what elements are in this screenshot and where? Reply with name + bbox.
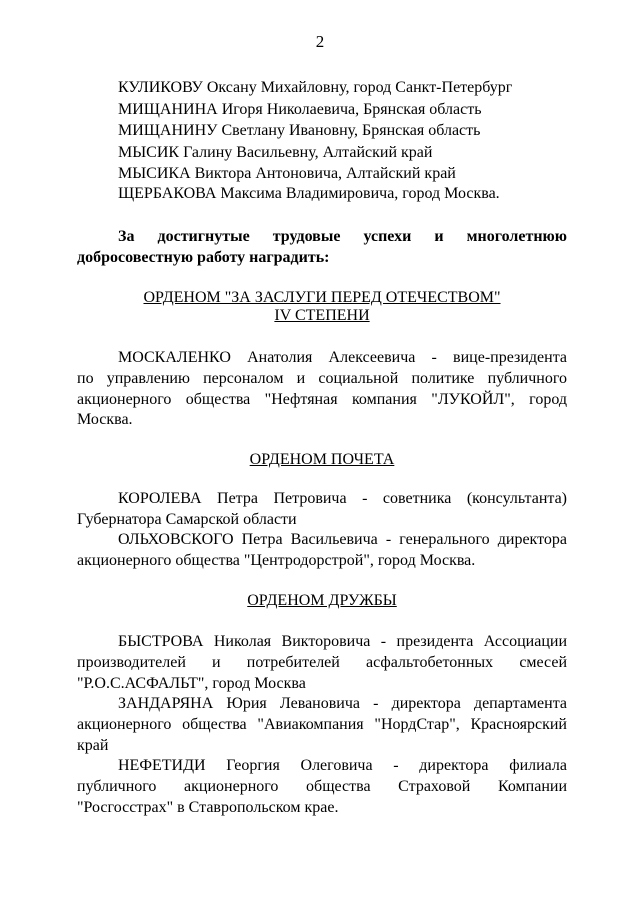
award-entry-line: производителей и потребителей асфальтобетонных смесей	[77, 654, 567, 671]
award-entry-line: БЫСТРОВА Николая Викторовича - президента Ассоциации	[118, 633, 567, 650]
award-entry-line: ЗАНДАРЯНА Юрия Левановича - директора департамента	[118, 695, 567, 712]
award-entry-line: Губернатора Самарской области	[77, 511, 297, 528]
award-intro-line: добросовестную работу наградить:	[77, 249, 330, 266]
award-entry-line: МОСКАЛЕНКО Анатолия Алексеевича - вице-президента	[118, 349, 567, 366]
award-entry-line: акционерного общества "Авиакомпания "НордСтар", Красноярский	[77, 716, 567, 733]
list-item: МЫСИК Галину Васильевну, Алтайский край	[118, 144, 433, 161]
award-entry-line: публичного акционерного общества Страховой Компании	[77, 778, 567, 795]
award-entry-line: край	[77, 737, 109, 754]
award-entry-line: по управлению персоналом и социальной политике публичного	[77, 370, 567, 387]
page-number: 2	[315, 32, 325, 51]
award-intro-line: За достигнутые трудовые успехи и многолетнюю	[118, 228, 567, 245]
order-heading-text: ОРДЕНОМ ПОЧЕТА	[249, 451, 395, 468]
order-heading	[77, 591, 567, 611]
list-item: МИЩАНИНА Игоря Николаевича, Брянская область	[118, 101, 482, 118]
list-item: ЩЕРБАКОВА Максима Владимировича, город Москва.	[118, 185, 500, 202]
award-entry-line: "Р.О.С.АСФАЛЬТ", город Москва	[77, 675, 306, 692]
order-heading-text: IV СТЕПЕНИ	[274, 307, 370, 324]
order-heading	[77, 450, 567, 470]
award-entry-line: "Росгосстрах" в Ставропольском крае.	[77, 799, 339, 816]
award-entry-line: ОЛЬХОВСКОГО Петра Васильевича - генерального директора	[118, 531, 567, 548]
order-heading-text: ОРДЕНОМ "ЗА ЗАСЛУГИ ПЕРЕД ОТЕЧЕСТВОМ"	[143, 289, 501, 306]
list-item: МИЩАНИНУ Светлану Ивановну, Брянская область	[118, 122, 481, 139]
order-heading	[77, 288, 567, 308]
award-entry-line: акционерного общества "Центродорстрой", город Москва.	[77, 552, 476, 569]
order-heading-text: ОРДЕНОМ ДРУЖБЫ	[247, 592, 397, 609]
award-entry-line: акционерного общества "Нефтяная компания "ЛУКОЙЛ", город	[77, 391, 567, 408]
award-entry-line: НЕФЕТИДИ Георгия Олеговича - директора филиала	[118, 757, 567, 774]
award-entry-line: Москва.	[77, 411, 133, 428]
award-entry-line: КОРОЛЕВА Петра Петровича - советника (консультанта)	[118, 490, 567, 507]
order-heading	[77, 306, 567, 326]
list-item: КУЛИКОВУ Оксану Михайловну, город Санкт-Петербург	[118, 79, 513, 96]
list-item: МЫСИКА Виктора Антоновича, Алтайский край	[118, 165, 456, 182]
